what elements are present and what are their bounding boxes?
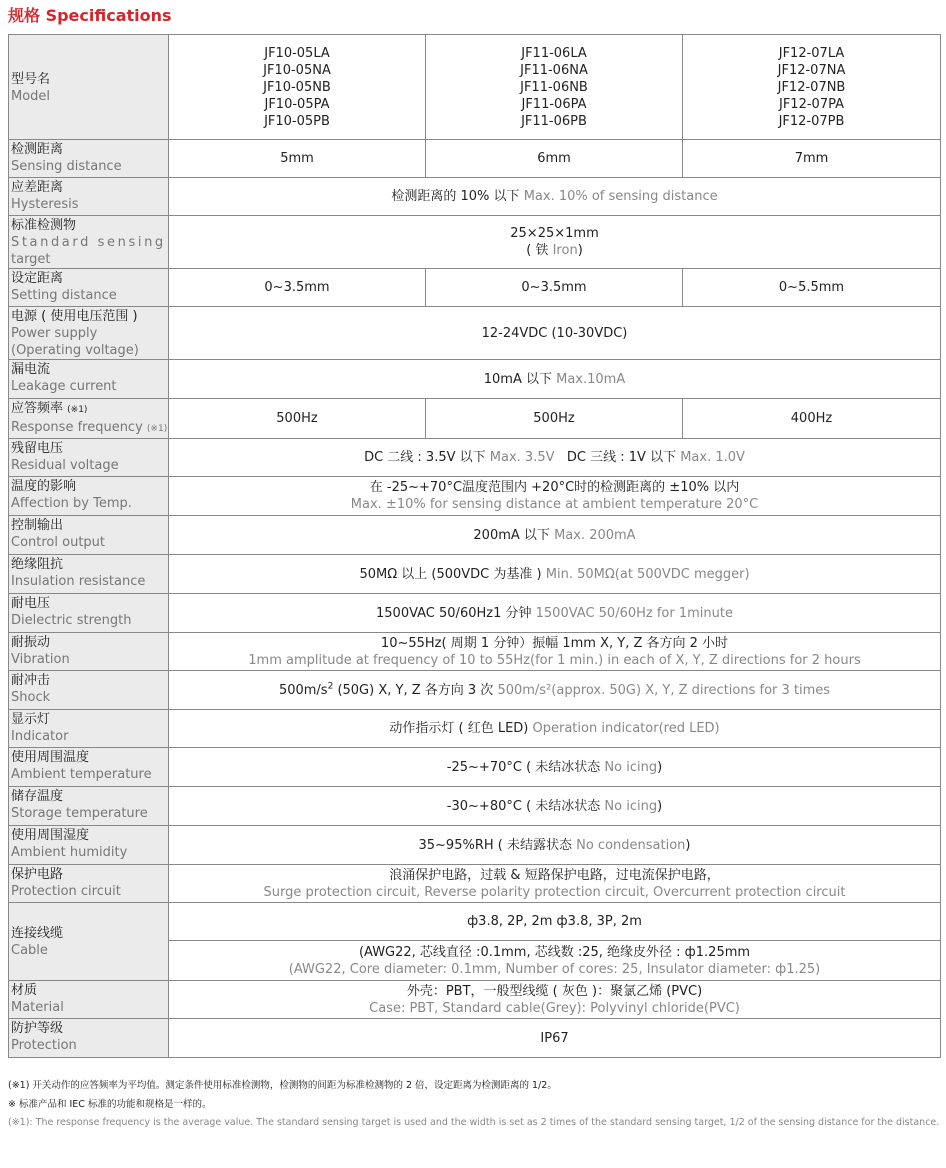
value-cell: 35~95%RH ( 未结露状态 No condensation) [169,826,941,865]
specifications-table [8,34,941,1058]
row-label: 储存温度 Storage temperature [9,787,169,826]
value-cell: DC 二线 : 3.5V 以下 Max. 3.5V DC 三线 : 1V 以下 Max. 1.0V [169,439,941,477]
spec-row-cable [9,903,941,941]
row-label: 耐冲击 Shock [9,671,169,710]
row-label: 检测距离 Sensing distance [9,140,169,178]
value-cell: 在 -25~+70°C温度范围内 +20°C时的检测距离的 ±10% 以内 Max. ±10% for sensing distance at ambient temperature 20°C [169,477,941,516]
value-cell: 10mA 以下 Max.10mA [169,360,941,399]
spec-row-power-supply [9,307,941,360]
value-cell: IP67 [169,1019,941,1058]
spec-row-protection-circuit [9,865,941,903]
footnote-response-frequency-cn: (※1) 开关动作的应答频率为平均值。测定条件使用标准检测物，检测物的间距为标准检测物的 2 倍，设定距离为检测距离的 1/2。 [8,1080,557,1091]
spec-row-shock [9,671,941,710]
spec-row-leakage-current [9,360,941,399]
row-label: 应差距离 Hysteresis [9,178,169,216]
page-title: 规格 Specifications [8,6,172,25]
spec-row-ambient-humidity [9,826,941,865]
row-label: 显示灯 Indicator [9,710,169,748]
spec-row-indicator [9,710,941,748]
spec-row-setting-distance [9,269,941,307]
value-cell: 10~55Hz( 周期 1 分钟）振幅 1mm X, Y, Z 各方向 2 小时 1mm amplitude at frequency of 10 to 55Hz(for 1 min.) in each of X, Y, Z directions for 2 hours [169,633,941,671]
footnotes [8,1076,940,1132]
row-label: 绝缘阻抗 Insulation resistance [9,555,169,594]
footnote-iec-standard: ※ 标准产品和 IEC 标准的功能和规格是一样的。 [8,1099,212,1110]
spec-row-insulation-resistance [9,555,941,594]
spec-row-standard-target [9,216,941,269]
row-label: 型号名 Model [9,35,169,140]
row-label: 温度的影响 Affection by Temp. [9,477,169,516]
model-list-jf12: JF12-07LA JF12-07NA JF12-07NB JF12-07PA JF12-07PB [683,35,941,140]
model-list-jf11: JF11-06LA JF11-06NA JF11-06NB JF11-06PA JF11-06PB [426,35,683,140]
spec-row-control-output [9,516,941,555]
row-label: 使用周围温度 Ambient temperature [9,748,169,787]
row-label: 电源 ( 使用电压范围 ) Power supply (Operating voltage) [9,307,169,360]
value-cell: 检测距离的 10% 以下 Max. 10% of sensing distance [169,178,941,216]
value-cell: 200mA 以下 Max. 200mA [169,516,941,555]
value-cell: 浪涌保护电路，过载 & 短路保护电路，过电流保护电路， Surge protection circuit, Reverse polarity protection circuit, Overcurrent protection circuit [169,865,941,903]
spec-row-residual-voltage [9,439,941,477]
row-label: 控制输出 Control output [9,516,169,555]
value-cell: -30~+80°C ( 未结冰状态 No icing) [169,787,941,826]
row-label: 应答频率 (※1) Response frequency (※1) [9,399,169,439]
value-cell: 0~5.5mm [683,269,941,307]
spec-row-response-frequency [9,399,941,439]
row-label: 使用周围湿度 Ambient humidity [9,826,169,865]
row-label: 耐电压 Dielectric strength [9,594,169,633]
value-cell: 25×25×1mm ( 铁 Iron) [169,216,941,269]
footnote-response-frequency-en: (※1): The response frequency is the average value. The standard sensing target is used and the width is set as 2 times of the standard sensing target, 1/2 of the sensing distance for the distance. [8,1117,940,1128]
value-cell: 12-24VDC (10-30VDC) [169,307,941,360]
value-cell: -25~+70°C ( 未结冰状态 No icing) [169,748,941,787]
spec-row-material [9,981,941,1019]
value-cell: 500Hz [426,399,683,439]
value-cell: 5mm [169,140,426,178]
row-label: 防护等级 Protection [9,1019,169,1058]
row-label: 连接线缆 Cable [9,903,169,981]
value-cell: 外壳：PBT，一般型线缆 ( 灰色 )：聚氯乙烯 (PVC) Case: PBT, Standard cable(Grey): Polyvinyl chloride(PVC) [169,981,941,1019]
value-cell: (AWG22, 芯线直径 :0.1mm, 芯线数 :25, 绝缘皮外径 : ф1.25mm (AWG22, Core diameter: 0.1mm, Number of cores: 25, Insulator diameter: ф1.25) [169,941,941,981]
row-label: 设定距离 Setting distance [9,269,169,307]
spec-row-storage-temperature [9,787,941,826]
spec-row-temperature-effect [9,477,941,516]
row-label: 残留电压 Residual voltage [9,439,169,477]
value-cell: 1500VAC 50/60Hz1 分钟 1500VAC 50/60Hz for 1minute [169,594,941,633]
spec-row-protection [9,1019,941,1058]
spec-row-dielectric-strength [9,594,941,633]
value-cell: $500m/s^2$ (50G) X, Y, Z 各方向 3 次 500m/s²(approx. 50G) X, Y, Z directions for 3 times [169,671,941,710]
value-cell: 0~3.5mm [426,269,683,307]
spec-row-hysteresis [9,178,941,216]
row-label: 漏电流 Leakage current [9,360,169,399]
spec-row-ambient-temperature [9,748,941,787]
value-cell: 6mm [426,140,683,178]
spec-row-model [9,35,941,140]
value-cell: 500Hz [169,399,426,439]
value-cell: 0~3.5mm [169,269,426,307]
spec-row-sensing-distance [9,140,941,178]
value-cell: 400Hz [683,399,941,439]
row-label: 材质 Material [9,981,169,1019]
value-cell: 50MΩ 以上 (500VDC 为基准 ) Min. 50MΩ(at 500VDC megger) [169,555,941,594]
value-cell: 7mm [683,140,941,178]
value-cell: 动作指示灯 ( 红色 LED) Operation indicator(red LED) [169,710,941,748]
row-label: 保护电路 Protection circuit [9,865,169,903]
value-cell: ф3.8, 2P, 2m ф3.8, 3P, 2m [169,903,941,941]
spec-row-vibration [9,633,941,671]
row-label: 标准检测物 Standard sensing target [9,216,169,269]
model-list-jf10: JF10-05LA JF10-05NA JF10-05NB JF10-05PA JF10-05PB [169,35,426,140]
row-label: 耐振动 Vibration [9,633,169,671]
